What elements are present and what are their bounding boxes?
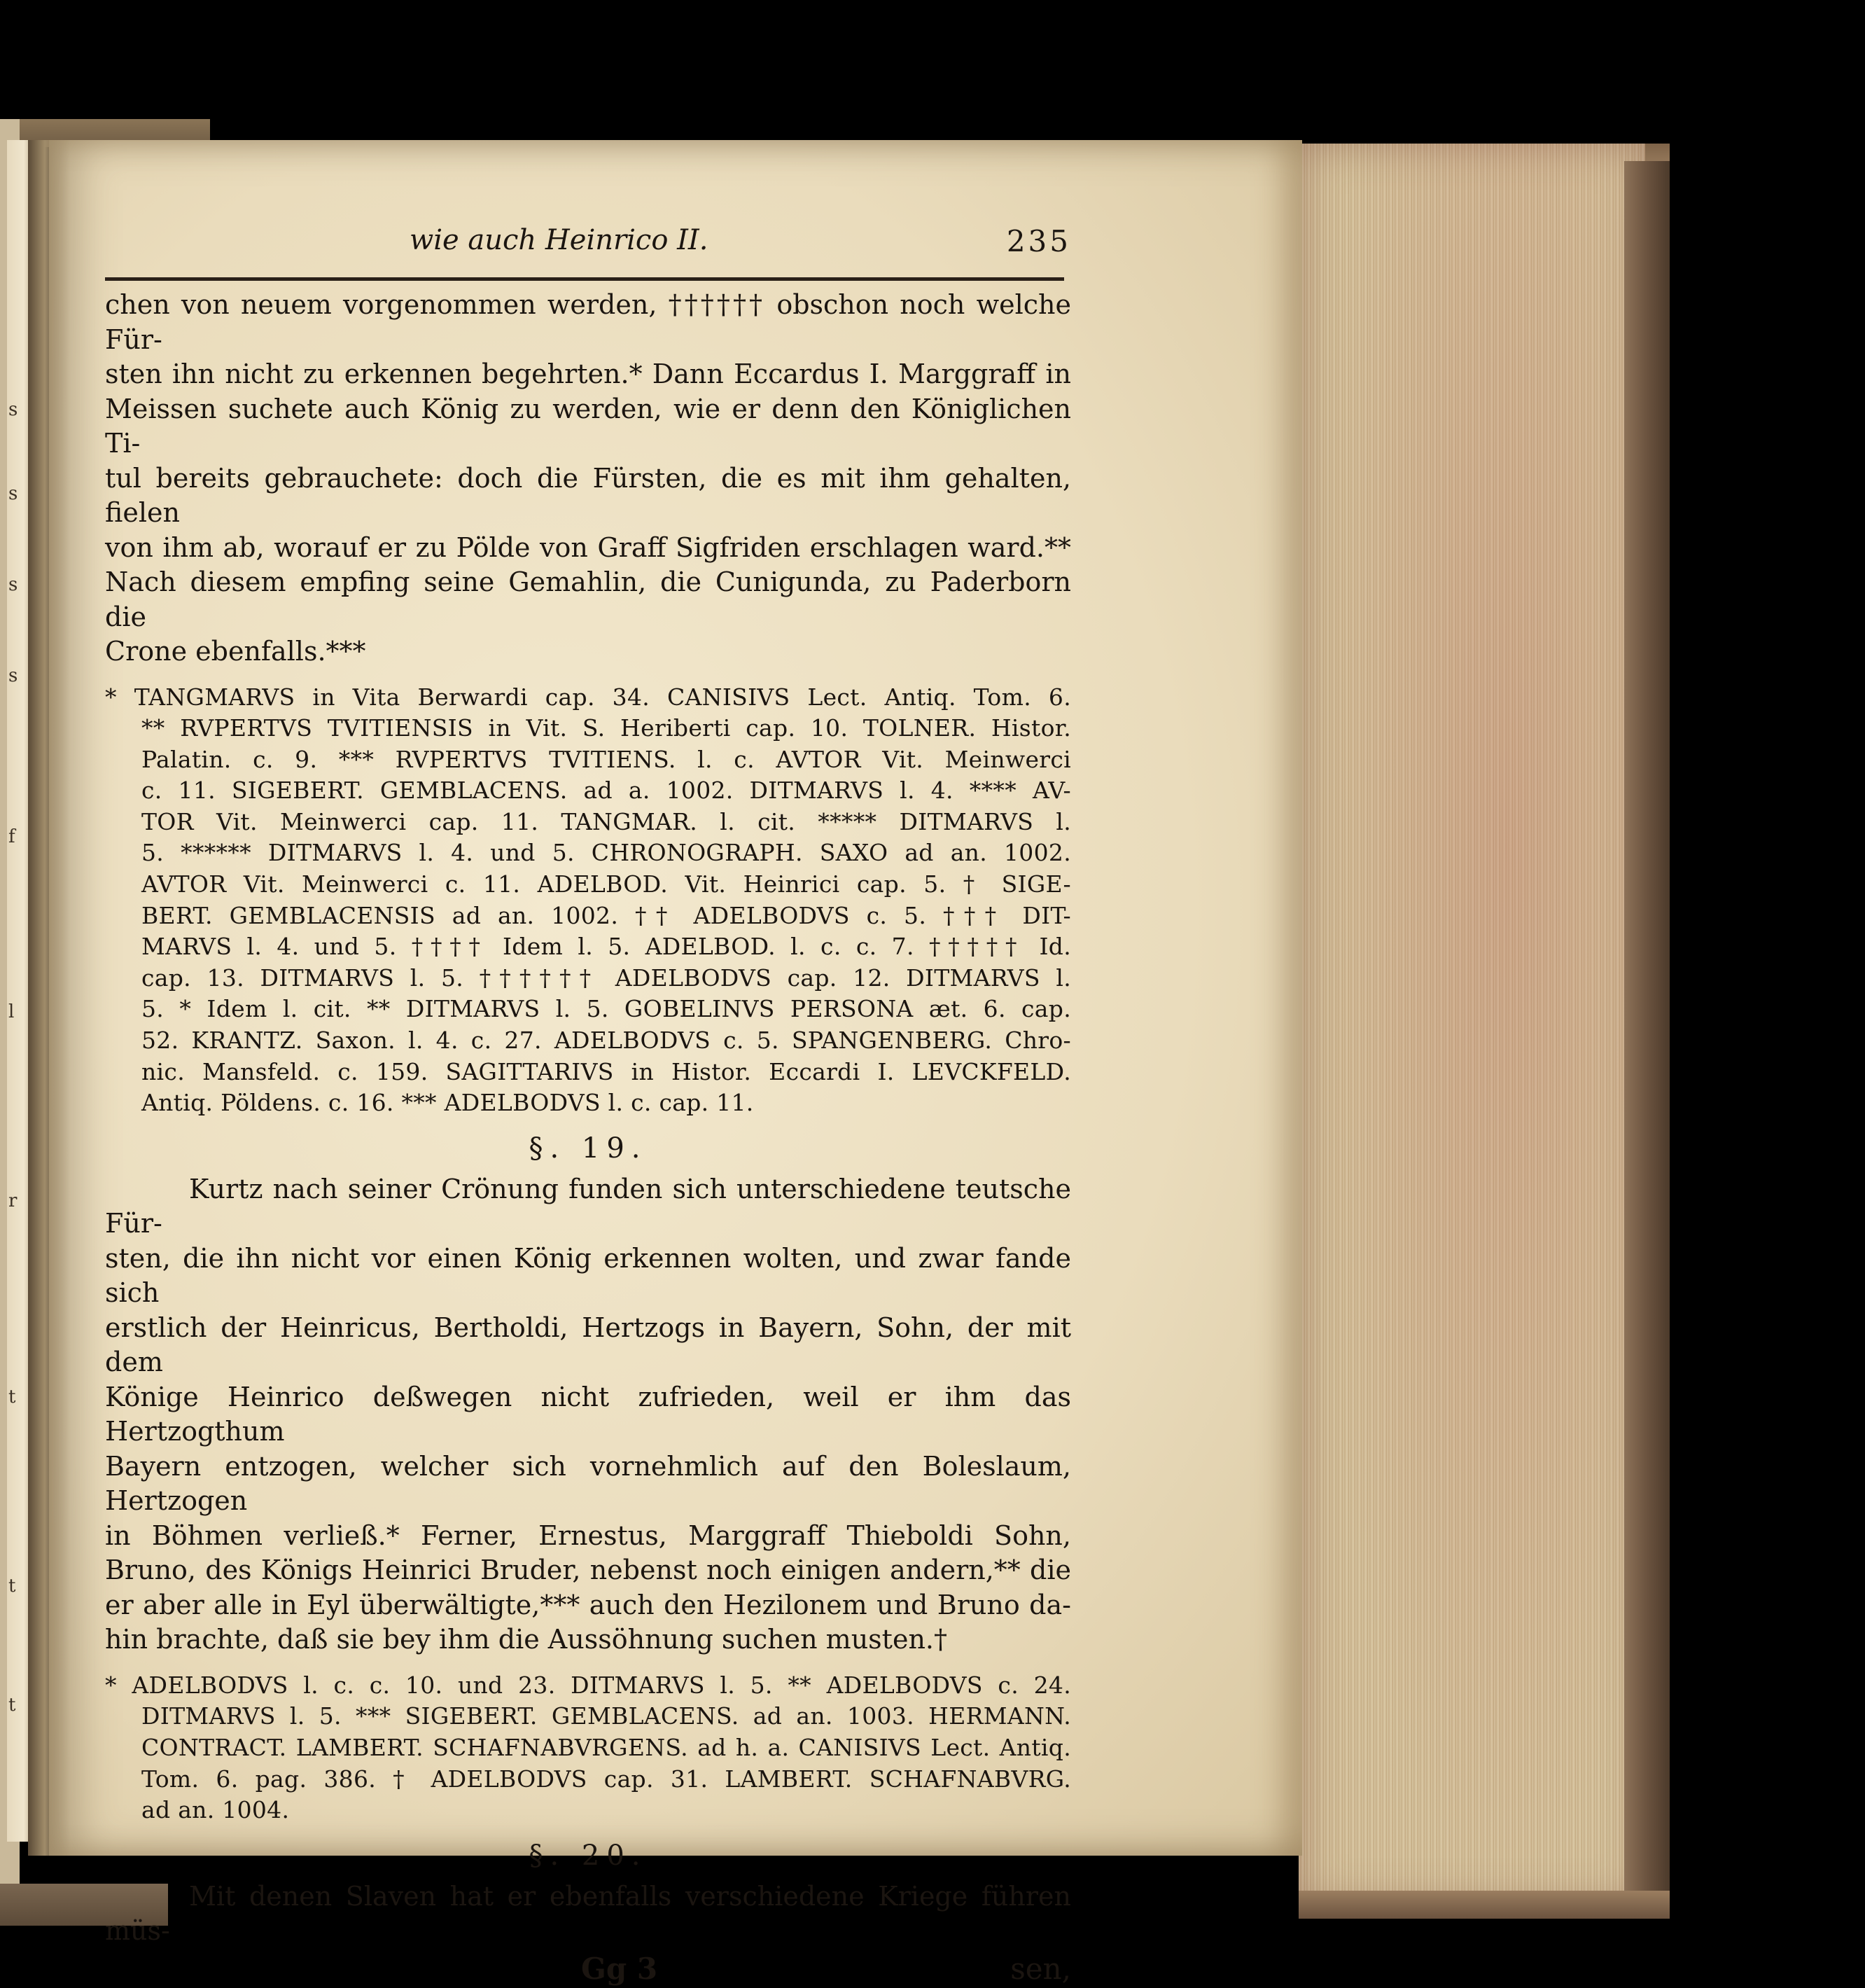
catchword: sen,	[1010, 1951, 1071, 1986]
note-line: 5. ****** DITMARVS l. 4. und 5. CHRONOGRAPH. SAXO ad an. 1002.	[141, 839, 1071, 867]
running-head	[105, 224, 1071, 273]
text-line: Bayern entzogen, welcher sich vornehmlich auf den Boleslaum, Hertzogen	[105, 1450, 1071, 1517]
paragraph-1	[105, 288, 1071, 669]
note-line: Palatin. c. 9. *** RVPERTVS TVITIENS. l. c. AVTOR Vit. Meinwerci	[141, 745, 1071, 773]
note-line: ad an. 1004.	[141, 1796, 290, 1824]
back-board-edge	[1624, 161, 1670, 1898]
note-line: MARVS l. 4. und 5. †††† Idem l. 5. ADELBOD. l. c. c. 7. ††††† Id.	[141, 933, 1071, 961]
text-line: hin brachte, daß sie bey ihm die Aussöhnung suchen musten.†	[105, 1624, 947, 1655]
fragment-letter: s	[8, 399, 18, 420]
fore-edge-stain	[1299, 144, 1645, 1905]
text-line: Könige Heinrico deßwegen nicht zufrieden, weil er ihm das Hertzogthum	[105, 1381, 1071, 1447]
text-line: sten ihn nicht zu erkennen begehrten.* Dann Eccardus I. Marggraff in	[105, 359, 1071, 389]
note-line: 52. KRANTZ. Saxon. l. 4. c. 27. ADELBODVS c. 5. SPANGENBERG. Chro-	[141, 1027, 1071, 1055]
facing-page-fragments	[8, 294, 29, 1765]
section-heading-20: §. 20.	[529, 1839, 648, 1872]
page-number: 235	[1006, 224, 1071, 258]
text-line: chen von neuem vorgenommen werden, †††††† obschon noch welche Für-	[105, 289, 1071, 355]
back-board-bottom	[1299, 1891, 1670, 1919]
text-line: tul bereits gebrauchete: doch die Fürsten, die es mit ihm gehalten, fielen	[105, 462, 1071, 528]
page-text	[105, 224, 1071, 1988]
note-line: Tom. 6. pag. 386. † ADELBODVS cap. 31. LAMBERT. SCHAFNABVRG.	[141, 1765, 1071, 1793]
fragment-letter: s	[8, 574, 18, 595]
fragment-letter: t	[8, 1576, 16, 1597]
footnotes-1	[105, 682, 1071, 1119]
paragraph-2	[105, 1172, 1071, 1657]
text-line: Crone ebenfalls.***	[105, 636, 366, 667]
text-line: Nach diesem empfing seine Gemahlin, die Cunigunda, zu Paderborn die	[105, 566, 1071, 632]
fragment-letter: s	[8, 665, 18, 686]
note-line: DITMARVS l. 5. *** SIGEBERT. GEMBLACENS. ad an. 1003. HERMANN.	[141, 1702, 1071, 1730]
note-line: TOR Vit. Meinwerci cap. 11. TANGMAR. l. cit. ***** DITMARVS l.	[141, 807, 1071, 835]
text-line: von ihm ab, worauf er zu Pölde von Graff Sigfriden erschlagen ward.**	[105, 531, 1071, 563]
note-line: AVTOR Vit. Meinwerci c. 11. ADELBOD. Vit. Heinrici cap. 5. † SIGE-	[141, 870, 1071, 898]
head-rule	[105, 277, 1064, 281]
catchline	[105, 1949, 1071, 1988]
fragment-letter: t	[8, 1695, 16, 1716]
footnotes-2	[105, 1670, 1071, 1826]
fragment-letter: l	[8, 1001, 15, 1022]
text-line: in Böhmen verließ.* Ferner, Ernestus, Marggraff Thieboldi Sohn,	[105, 1520, 1071, 1551]
fragment-letter: s	[8, 483, 18, 504]
text-line: Meissen suchete auch König zu werden, wie er denn den Königlichen Ti-	[105, 393, 1071, 459]
text-line: Kurtz nach seiner Crönung funden sich unterschiedene teutsche Für-	[105, 1173, 1071, 1239]
note-line: * ADELBODVS l. c. c. 10. und 23. DITMARVS l. 5. ** ADELBODVS c. 24.	[105, 1671, 1071, 1699]
paragraph-3	[105, 1879, 1071, 1949]
note-line: ** RVPERTVS TVITIENSIS in Vit. S. Heriberti cap. 10. TOLNER. Histor.	[141, 714, 1071, 742]
note-line: * TANGMARVS in Vita Berwardi cap. 34. CANISIVS Lect. Antiq. Tom. 6.	[105, 683, 1071, 711]
fragment-letter: r	[8, 1190, 18, 1211]
signature-mark: Gg 3	[581, 1951, 658, 1986]
note-line: CONTRACT. LAMBERT. SCHAFNABVRGENS. ad h. a. CANISIVS Lect. Antiq.	[141, 1734, 1071, 1761]
text-line: sten, die ihn nicht vor einen König erkennen wolten, und zwar fande sich	[105, 1242, 1071, 1309]
text-line: Mit denen Slaven hat er ebenfalls verschiedene Kriege führen müs-	[105, 1880, 1071, 1947]
section-heading-19: §. 19.	[529, 1132, 648, 1165]
running-head-title: wie auch Heinrico II.	[410, 224, 708, 256]
text-line: erstlich der Heinricus, Bertholdi, Hertzogs in Bayern, Sohn, der mit dem	[105, 1312, 1071, 1378]
note-line: BERT. GEMBLACENSIS ad an. 1002. †† ADELBODVS c. 5. ††† DIT-	[141, 901, 1071, 929]
note-line: Antiq. Pöldens. c. 16. *** ADELBODVS l. c. cap. 11.	[141, 1089, 754, 1117]
note-line: c. 11. SIGEBERT. GEMBLACENS. ad a. 1002. DITMARVS l. 4. **** AV-	[141, 777, 1071, 805]
text-line: Bruno, des Königs Heinrici Bruder, nebenst noch einigen andern,** die	[105, 1555, 1071, 1586]
fragment-letter: t	[8, 1386, 16, 1407]
note-line: nic. Mansfeld. c. 159. SAGITTARIVS in Histor. Eccardi I. LEVCKFELD.	[141, 1057, 1071, 1085]
note-line: cap. 13. DITMARVS l. 5. †††††† ADELBODVS cap. 12. DITMARVS l.	[141, 964, 1071, 992]
fragment-letter: f	[8, 826, 15, 847]
text-line: er aber alle in Eyl überwältigte,*** auch den Hezilonem und Bruno da-	[105, 1589, 1071, 1620]
page-gutter	[28, 140, 70, 1856]
note-line: 5. * Idem l. cit. ** DITMARVS l. 5. GOBELINVS PERSONA æt. 6. cap.	[141, 995, 1071, 1023]
